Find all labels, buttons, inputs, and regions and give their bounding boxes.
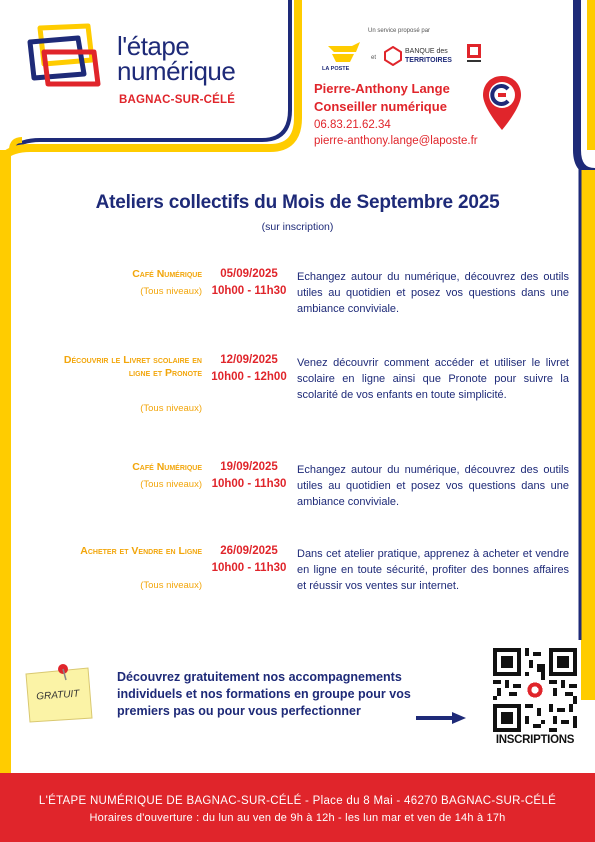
workshop-time: 10h00 - 11h30 — [211, 285, 287, 297]
bdt-line2: TERRITOIRES — [405, 57, 452, 64]
workshop-description: Dans cet atelier pratique, apprenez à acheter et vendre en ligne en toute sécurité, profiter des bonnes affaires et réussir vos ventes sur internet. — [297, 548, 569, 592]
workshop-level: (Tous niveaux) — [140, 580, 202, 591]
bdt-line1: BANQUE des — [405, 48, 448, 55]
workshop-date: 12/09/2025 — [220, 354, 278, 366]
workshop-name: Acheter et Vendre en Ligne — [80, 545, 202, 557]
workshop-time: 10h00 - 11h30 — [211, 562, 287, 574]
qr-label: INSCRIPTIONS — [495, 734, 575, 746]
workshop-name: Découvrir le Livret scolaire en ligne et Pronote — [63, 354, 202, 379]
logo-text — [117, 31, 236, 86]
workshop-description: Venez découvrir comment accéder et utiliser le livret scolaire en ligne ainsi que Pronote pour suivre la scolarité de vos enfants en toute simplicité. — [297, 357, 569, 401]
advisor-title: Conseiller numérique — [314, 99, 447, 114]
page-title: Ateliers collectifs du Mois de Septembre 2025 — [95, 192, 500, 213]
workshop-date: 05/09/2025 — [220, 268, 278, 280]
workshop-description: Echangez autour du numérique, découvrez des outils utiles au quotidien et posez vos questions dans une ambiance conviviale. — [297, 271, 569, 315]
arrow-right-icon — [416, 712, 466, 724]
workshop-level: (Tous niveaux) — [140, 403, 202, 414]
location-pin-icon — [481, 74, 523, 132]
advisor-email[interactable]: pierre-anthony.lange@laposte.fr — [314, 135, 478, 147]
gratuit-label: GRATUIT — [35, 688, 80, 703]
partner-caption: Un service proposé par — [368, 28, 431, 34]
workshop-level: (Tous niveaux) — [140, 479, 202, 490]
promo-text: Découvrez gratuitement nos accompagnements individuels et nos formations en groupe pour vos premiers pas ou pour vous perfectionner — [117, 670, 411, 718]
workshop-description: Echangez autour du numérique, découvrez des outils utiles au quotidien et posez vos questions dans une ambiance conviviale. — [297, 464, 569, 508]
republique-francaise-logo-icon — [467, 44, 481, 66]
advisor-name: Pierre-Anthony Lange — [314, 81, 450, 96]
workshop-date: 26/09/2025 — [220, 545, 278, 557]
page-subtitle: (sur inscription) — [261, 221, 334, 233]
banque-des-territoires-logo-icon — [383, 46, 403, 66]
la-poste-label: LA POSTE — [322, 66, 350, 72]
workshop-time: 10h00 - 11h30 — [211, 478, 287, 490]
advisor-phone[interactable]: 06.83.21.62.34 — [314, 119, 391, 131]
workshop-date: 19/09/2025 — [220, 461, 278, 473]
etape-numerique-logo-icon — [22, 22, 104, 88]
qr-code-icon[interactable] — [493, 648, 577, 732]
footer-address: L'ÉTAPE NUMÉRIQUE DE BAGNAC-SUR-CÉLÉ - Place du 8 Mai - 46270 BAGNAC-SUR-CÉLÉ — [38, 795, 557, 807]
logo-line2: numérique — [117, 56, 236, 86]
logo-line1: l'étape — [117, 31, 190, 61]
workshop-level: (Tous niveaux) — [140, 286, 202, 297]
partner-et: et — [371, 55, 377, 61]
footer — [0, 773, 595, 842]
sticky-note-icon — [22, 660, 96, 726]
workshop-time: 10h00 - 12h00 — [211, 371, 287, 383]
workshop-name: Café Numérique — [132, 268, 202, 280]
workshop-name: Café Numérique — [132, 461, 202, 473]
logo-city: BAGNAC-SUR-CÉLÉ — [119, 94, 236, 106]
footer-hours: Horaires d'ouverture : du lun au ven de 9h à 12h - les lun mar et ven de 14h à 17h — [89, 812, 506, 824]
